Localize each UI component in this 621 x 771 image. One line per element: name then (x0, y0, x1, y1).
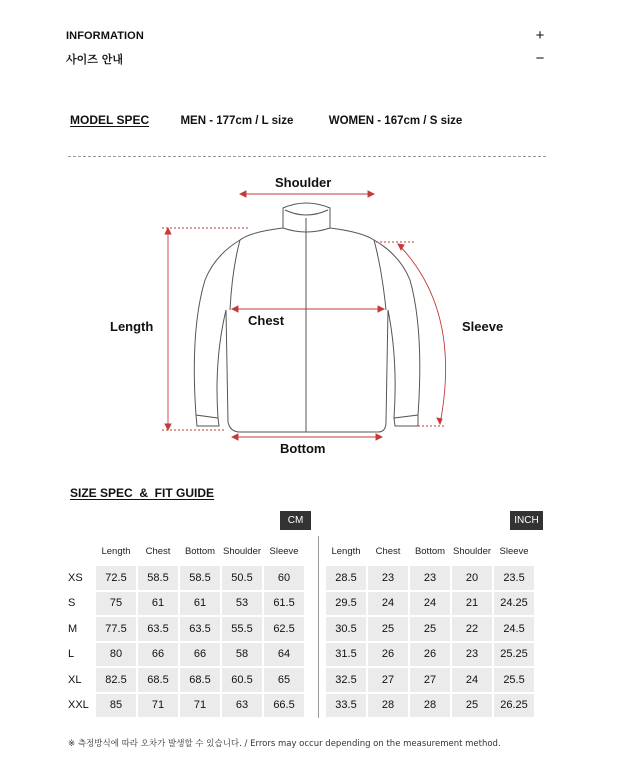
table-cell: 55.5 (222, 617, 262, 641)
table-cell: 53 (222, 592, 262, 616)
table-cell: 25 (452, 694, 492, 718)
table-cell: 25 (410, 617, 450, 641)
table-cell: 66 (180, 643, 220, 667)
accordion-information[interactable] (66, 26, 547, 46)
column-header: Shoulder (453, 545, 492, 557)
table-row (68, 566, 304, 590)
accordion-size-guide[interactable] (66, 49, 547, 69)
table-cell: 24 (368, 592, 408, 616)
table-row (326, 566, 534, 590)
divider (68, 156, 546, 157)
size-label: XXL (68, 699, 89, 712)
size-spec-title: SIZE SPEC & FIT GUIDE (70, 486, 215, 500)
table-cell: 77.5 (96, 617, 136, 641)
jacket-diagram (0, 160, 621, 470)
size-table-cm (66, 536, 306, 719)
chest-label: Chest (248, 313, 285, 328)
table-cell: 82.5 (96, 668, 136, 692)
minus-icon[interactable]: − (535, 50, 545, 67)
table-cell: 30.5 (326, 617, 366, 641)
shoulder-label: Shoulder (275, 175, 332, 190)
table-cell: 25.25 (494, 643, 534, 667)
table-cell: 27 (410, 668, 450, 692)
table-cell: 60 (264, 566, 304, 590)
table-cell: 21 (452, 592, 492, 616)
table-cell: 26 (410, 643, 450, 667)
table-cell: 58 (222, 643, 262, 667)
table-cell: 24.25 (494, 592, 534, 616)
table-cell: 28.5 (326, 566, 366, 590)
table-cell: 85 (96, 694, 136, 718)
column-header: Sleeve (499, 545, 529, 557)
table-cell: 24 (452, 668, 492, 692)
sleeve-label: Sleeve (462, 319, 504, 334)
table-cell: 65 (264, 668, 304, 692)
model-spec (70, 113, 462, 127)
table-cell: 23 (368, 566, 408, 590)
column-header: Bottom (414, 545, 446, 557)
table-header-row (68, 538, 304, 564)
table-cell: 71 (138, 694, 178, 718)
table-row (68, 643, 304, 667)
table-cell: 75 (96, 592, 136, 616)
table-cell: 24 (410, 592, 450, 616)
table-row (326, 668, 534, 692)
size-label: XS (68, 571, 83, 584)
table-cell: 25.5 (494, 668, 534, 692)
table-cell: 61 (180, 592, 220, 616)
table-cell: 24.5 (494, 617, 534, 641)
size-label: XL (68, 673, 82, 686)
table-cell: 68.5 (180, 668, 220, 692)
table-row (326, 643, 534, 667)
table-cell: 50.5 (222, 566, 262, 590)
table-cell: 61 (138, 592, 178, 616)
model-spec-men: MEN - 177cm / L size (180, 115, 294, 127)
table-cell: 20 (452, 566, 492, 590)
table-cell: 58.5 (180, 566, 220, 590)
footnote: ※ 측정방식에 따라 오차가 발생할 수 있습니다. / Errors may occur depending on the measurement method. (68, 739, 501, 749)
size-table-inch (324, 536, 536, 719)
table-cell: 61.5 (264, 592, 304, 616)
table-cell: 23 (410, 566, 450, 590)
table-cell: 68.5 (138, 668, 178, 692)
table-cell: 28 (410, 694, 450, 718)
table-cell: 80 (96, 643, 136, 667)
table-row (326, 592, 534, 616)
model-spec-women: WOMEN - 167cm / S size (328, 115, 463, 127)
column-header: Shoulder (223, 545, 262, 557)
table-cell: 66 (138, 643, 178, 667)
length-label: Length (110, 319, 154, 334)
table-cell: 25 (368, 617, 408, 641)
plus-icon[interactable]: + (535, 27, 545, 44)
size-label: S (68, 597, 76, 610)
model-spec-title: MODEL SPEC (70, 113, 150, 127)
table-row (68, 694, 304, 718)
table-cell: 26.25 (494, 694, 534, 718)
table-cell: 63.5 (180, 617, 220, 641)
column-header: Length (331, 545, 361, 557)
table-cell: 31.5 (326, 643, 366, 667)
table-cell: 23 (452, 643, 492, 667)
cm-badge: CM (280, 511, 311, 530)
table-cell: 32.5 (326, 668, 366, 692)
bottom-label: Bottom (280, 441, 326, 456)
accordion-size-guide-title: 사이즈 안내 (66, 53, 123, 66)
size-label: M (68, 622, 78, 635)
column-header: Sleeve (269, 545, 299, 557)
table-cell: 62.5 (264, 617, 304, 641)
table-cell: 29.5 (326, 592, 366, 616)
column-header: Bottom (184, 545, 216, 557)
table-row (68, 592, 304, 616)
table-cell: 33.5 (326, 694, 366, 718)
table-cell: 71 (180, 694, 220, 718)
table-cell: 22 (452, 617, 492, 641)
table-cell: 66.5 (264, 694, 304, 718)
size-column-header (68, 538, 94, 564)
size-label: L (68, 648, 75, 661)
table-row (326, 617, 534, 641)
jacket-illustration (0, 160, 621, 470)
accordion-information-title: INFORMATION (66, 30, 144, 42)
table-cell: 64 (264, 643, 304, 667)
table-cell: 60.5 (222, 668, 262, 692)
table-cell: 23.5 (494, 566, 534, 590)
table-cell: 28 (368, 694, 408, 718)
column-header: Chest (145, 545, 171, 557)
column-header: Length (101, 545, 131, 557)
table-cell: 58.5 (138, 566, 178, 590)
table-row (326, 694, 534, 718)
table-row (68, 668, 304, 692)
table-cell: 63.5 (138, 617, 178, 641)
table-divider (318, 536, 319, 718)
table-cell: 63 (222, 694, 262, 718)
table-cell: 27 (368, 668, 408, 692)
table-cell: 26 (368, 643, 408, 667)
column-header: Chest (375, 545, 401, 557)
table-row (68, 617, 304, 641)
table-cell: 72.5 (96, 566, 136, 590)
inch-badge: INCH (510, 511, 543, 530)
table-header-row (326, 538, 534, 564)
